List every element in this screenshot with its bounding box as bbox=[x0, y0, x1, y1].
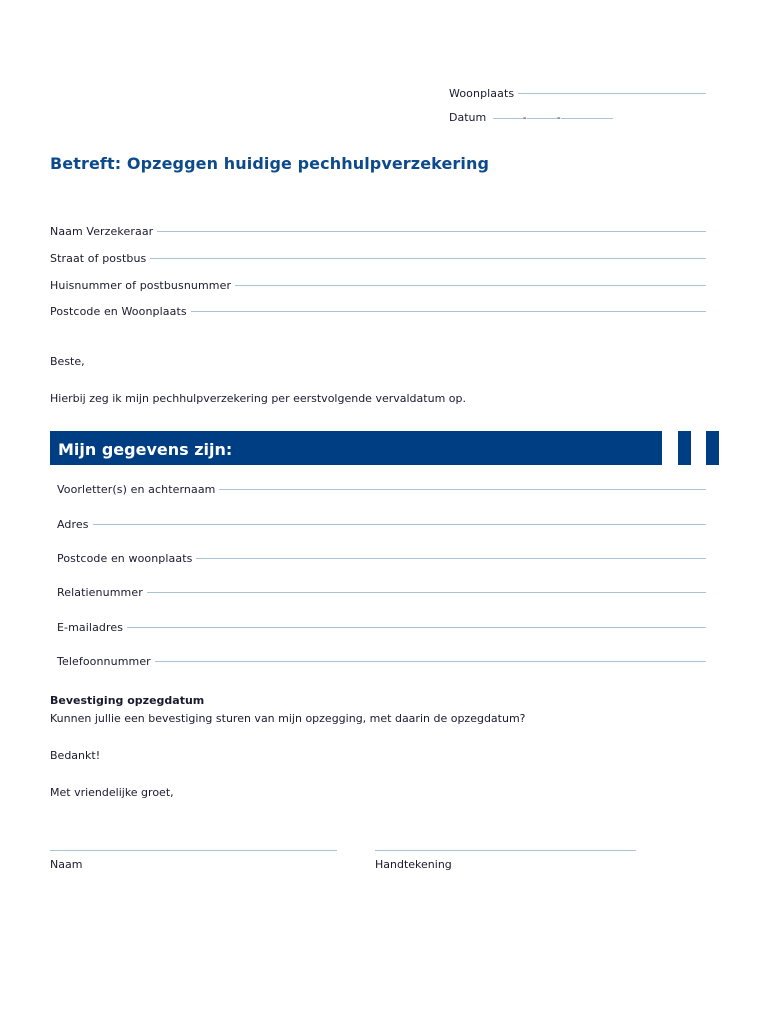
insurer-name-field[interactable] bbox=[50, 225, 706, 238]
initials-surname-field[interactable] bbox=[57, 483, 706, 496]
datum-month-line bbox=[527, 118, 557, 119]
field-label: Adres bbox=[57, 518, 89, 531]
woonplaats-field[interactable] bbox=[449, 87, 706, 100]
field-line bbox=[93, 524, 706, 525]
name-signature-line[interactable] bbox=[50, 850, 337, 851]
confirmation-text: Kunnen jullie een bevestiging sturen van mijn opzegging, met daarin de opzegdatum? bbox=[50, 712, 526, 725]
field-line bbox=[196, 558, 706, 559]
field-label: Relatienummer bbox=[57, 586, 143, 599]
closing-text: Met vriendelijke groet, bbox=[50, 786, 174, 799]
decorative-bar-1 bbox=[678, 431, 691, 465]
phone-field[interactable] bbox=[57, 655, 706, 668]
relation-number-field[interactable] bbox=[57, 586, 706, 599]
intro-text: Hierbij zeg ik mijn pechhulpverzekering per eerstvolgende vervaldatum op. bbox=[50, 392, 466, 405]
datum-field[interactable] bbox=[449, 111, 613, 124]
handwritten-signature-line[interactable] bbox=[375, 850, 636, 851]
postcode-city-field[interactable] bbox=[57, 552, 706, 565]
field-label: Voorletter(s) en achternaam bbox=[57, 483, 216, 496]
insurer-street-field[interactable] bbox=[50, 252, 706, 265]
field-label: Naam Verzekeraar bbox=[50, 225, 154, 238]
greeting: Beste, bbox=[50, 355, 85, 368]
field-line bbox=[157, 231, 706, 232]
name-label: Naam bbox=[50, 858, 83, 871]
field-label: E-mailadres bbox=[57, 621, 124, 634]
woonplaats-line bbox=[518, 93, 706, 94]
datum-day-line bbox=[493, 118, 523, 119]
woonplaats-label: Woonplaats bbox=[449, 87, 515, 100]
datum-separator-2: - bbox=[556, 111, 561, 124]
email-field[interactable] bbox=[57, 621, 706, 634]
field-label: Postcode en woonplaats bbox=[57, 552, 193, 565]
signature-label: Handtekening bbox=[375, 858, 452, 871]
address-field[interactable] bbox=[57, 518, 706, 531]
field-label: Postcode en Woonplaats bbox=[50, 305, 187, 318]
decorative-bar-2 bbox=[706, 431, 719, 465]
field-line bbox=[191, 311, 706, 312]
field-line bbox=[150, 258, 706, 259]
datum-separator-1: - bbox=[522, 111, 527, 124]
insurer-housenumber-field[interactable] bbox=[50, 279, 706, 292]
field-line bbox=[235, 285, 706, 286]
datum-year-line bbox=[561, 118, 613, 119]
letter-subject: Betreft: Opzeggen huidige pechhulpverzekering bbox=[50, 154, 490, 173]
field-line bbox=[127, 627, 706, 628]
section-heading: Mijn gegevens zijn: bbox=[58, 440, 233, 459]
field-label: Telefoonnummer bbox=[57, 655, 151, 668]
field-line bbox=[219, 489, 706, 490]
section-banner bbox=[50, 431, 662, 465]
field-label: Huisnummer of postbusnummer bbox=[50, 279, 232, 292]
confirmation-heading: Bevestiging opzegdatum bbox=[50, 694, 205, 707]
field-line bbox=[147, 592, 706, 593]
thanks-text: Bedankt! bbox=[50, 749, 101, 762]
datum-label: Datum bbox=[449, 111, 487, 124]
field-line bbox=[155, 661, 706, 662]
insurer-postcode-field[interactable] bbox=[50, 305, 706, 318]
field-label: Straat of postbus bbox=[50, 252, 147, 265]
